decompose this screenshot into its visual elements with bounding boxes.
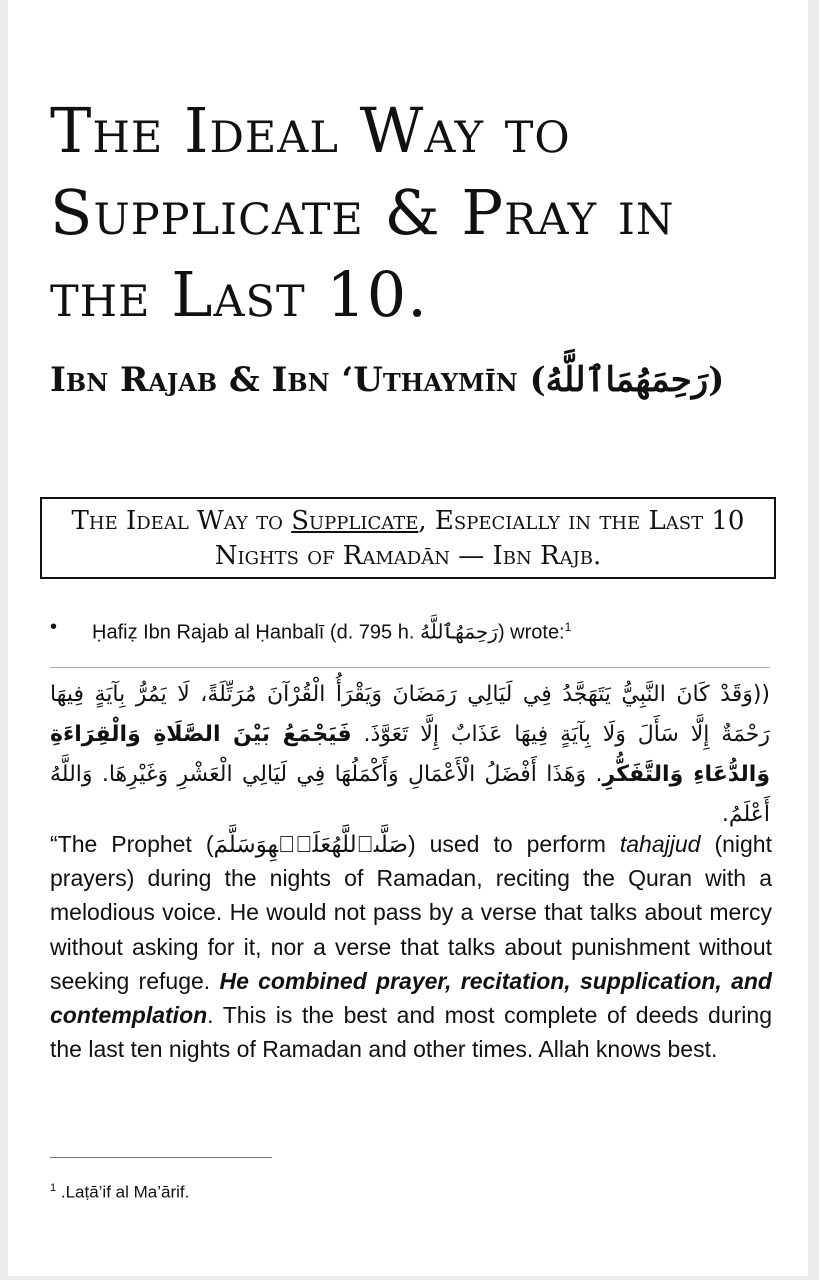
divider [50,667,770,668]
english-emphasis: He combined prayer, recitation, supplication, and contemplation [50,967,772,1029]
english-italic-term: tahajjud [619,831,701,857]
bullet-text-wrap [92,612,571,648]
footnote-reference[interactable]: 1 [564,620,572,634]
bullet-text: Ḥafiẓ Ibn Rajab al Ḥanbalī (d. 795 h. رَحِمَهُٱللَّهُ) wrote: [92,621,565,644]
document-page [8,0,808,1276]
footnote-text: .Laṭā’if al Ma’ārif. [56,1182,190,1202]
arabic-part-2: . وَهَذَا أَفْضَلُ الْأَعْمَالِ وَأَكْمَلُهَا فِي لَيَالِي الْعَشْرِ وَغَيْرِهَا. وَاللَّهُ أَعْلَمُ. [50,762,770,827]
english-part-2: (night prayers) during the nights of Ramadan, reciting the Quran with a melodious voice. He would not pass by a verse that talks about mercy without asking for it, nor a verse that talks about punishment without seeking refuge. [50,831,772,994]
arabic-quote [50,675,770,835]
bullet-marker: • [50,616,58,638]
english-part-1: “The Prophet (صَلَّىٱللَّهُعَلَيۡهِوَسَلَّمَ) used to perform [50,831,620,857]
section-heading-box [40,497,776,579]
arabic-bold: فَيَجْمَعُ بَيْنَ الصَّلَاةِ وَالْقِرَاءَةِ وَالدُّعَاءِ وَالتَّفَكُّرِ [50,722,770,787]
footnote-number: 1 [50,1182,57,1194]
page-subtitle: Ibn Rajab & Ibn ‘Uthaymīn (رَحِمَهُمَاٱللَّهُ) [50,360,725,400]
arabic-part-1: ((وَقَدْ كَانَ النَّبِيُّ يَتَهَجَّدُ فِي لَيَالِي رَمَضَانَ وَيَقْرَأُ الْقُرْآنَ مُرَتِّلَةً، لَا يَمُرُّ بِآيَةٍ فِيهَا رَحْمَةٌ إِلَّا سَأَلَ وَلَا بِآيَةٍ فِيهَا عَذَابٌ إِلَّا تَعَوَّذَ. [50,682,771,747]
footnote [50,1176,189,1205]
english-part-3: . This is the best and most complete of deeds during the last ten nights of Ramadan and other times. Allah knows best. [50,1002,772,1063]
section-heading-underlined: Supplicate [291,506,419,536]
english-translation [50,827,772,1066]
footnote-divider [50,1157,272,1158]
page-title: The Ideal Way to Supplicate & Pray in the Last 10. [50,94,675,331]
section-heading-before: The Ideal Way to [71,506,292,536]
section-heading-after: , Especially in the Last 10 Nights of Ramadān — Ibn Rajb. [214,506,745,571]
